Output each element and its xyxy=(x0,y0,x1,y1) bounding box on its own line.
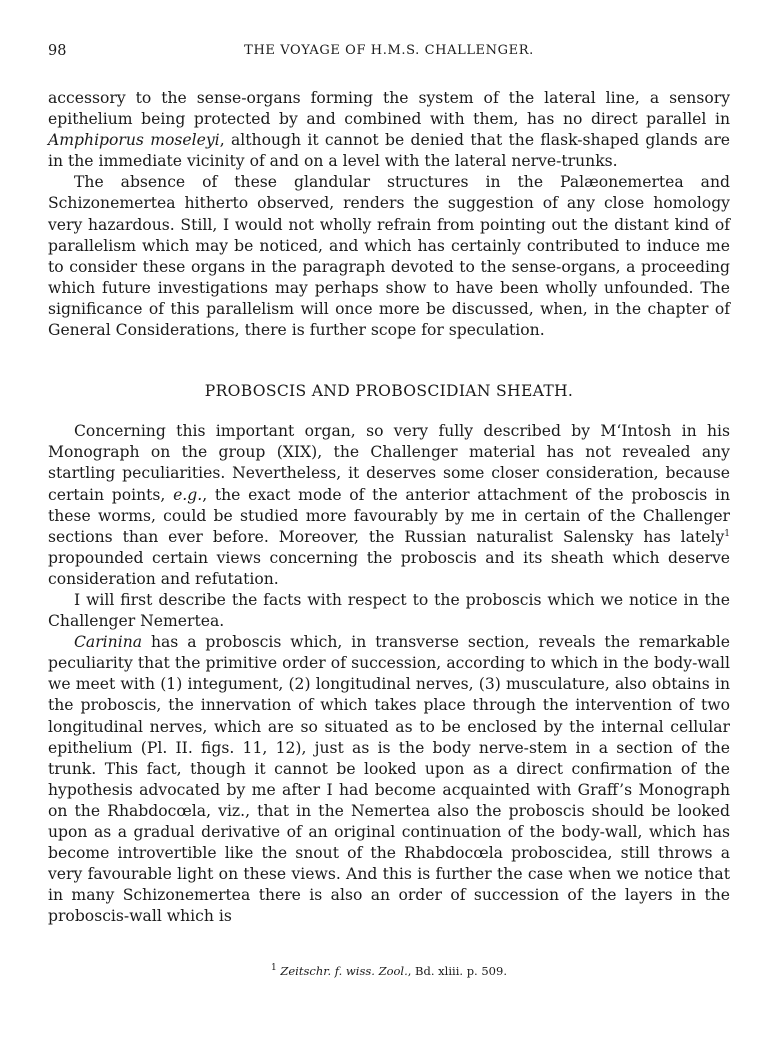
text-run: ), the Challenger material has not revealed any startling peculiarities. Nevertheless, it deserves some closer consideration, because certain points, xyxy=(48,443,730,504)
paragraph: The absence of these glandular structures in the Palæonemertea and Schizonemertea hitherto observed, renders the suggestion of any close homology very hazardous. Still, I would not wholly refrain from pointing out the distant kind of parallelism which may be noticed, and which has certainly contributed to induce me to consider these organs in the paragraph devoted to the sense-organs, a proceeding which future investigations may perhaps show to have been wholly unfounded. The significance of this parallelism will once more be discussed, when, in the chapter of General Considerations, there is further scope for speculation. xyxy=(48,173,730,340)
paragraph: I will first describe the facts with respect to the proboscis which we notice in the Challenger Nemertea. xyxy=(48,590,730,631)
running-title: THE VOYAGE OF H.M.S. CHALLENGER. xyxy=(244,43,534,58)
footnote-source: Zeitschr. f. wiss. Zool. xyxy=(280,964,408,978)
footnote-number: 1 xyxy=(271,963,277,974)
footnote xyxy=(48,964,730,978)
abbreviation: e.g. xyxy=(173,485,203,504)
paragraph-continuation xyxy=(48,88,730,172)
running-header xyxy=(48,43,730,63)
genus-name: Carinina xyxy=(74,633,143,652)
text-run: Concerning this important organ, so very fully described by M‘Intosh in his Monograph on the group ( xyxy=(48,422,730,462)
reference-numeral: XIX xyxy=(282,443,312,462)
page-number: 98 xyxy=(48,43,67,59)
text-run: accessory to the sense-organs forming the system of the lateral line, a sensory epithelium being protected by and combined with them, has no direct parallel in xyxy=(48,89,730,129)
paragraph xyxy=(48,632,730,927)
text-run: has a proboscis which, in transverse section, reveals the remarkable peculiarity that the primitive order of succession, according to which in the body-wall we meet with (1) integument, (2) longitudinal nerves, (3) musculature, also obtains in the proboscis, the innervation of which takes place through the intervention of two longitudinal nerves, which are so situated as to be enclosed by the internal cellular epithelium (Pl. II. figs. 11, 12), just as is the body nerve-stem in a section of the trunk. This fact, though it cannot be looked upon as a direct confirmation of the hypothesis advocated by me after I had become acquainted with Graff’s Monograph on the Rhabdocœla, viz., that in the Nemertea also the proboscis should be looked upon as a gradual derivative of an original continuation of the body-wall, which has become introvertible like the snout of the Rhabdocœla proboscidea, still throws a very favourable light on these views. And this is further the case when we notice that in many Schizonemertea there is also an order of succession of the layers in the proboscis-wall which is xyxy=(48,633,730,926)
paragraph xyxy=(48,421,730,590)
species-name: Amphiporus moseleyi xyxy=(48,131,220,150)
body-text xyxy=(48,88,730,927)
text-run: propounded certain views concerning the proboscis and its sheath which deserve consideration and refutation. xyxy=(48,548,730,588)
text-run: , although it cannot be denied that the flask-shaped glands are in the immediate vicinity of and on a level with the lateral nerve-trunks. xyxy=(48,131,731,171)
section-heading: PROBOSCIS AND PROBOSCIDIAN SHEATH. xyxy=(204,382,574,401)
footnote-marker: 1 xyxy=(724,528,730,539)
footnote-text: , Bd. xliii. p. 509. xyxy=(407,964,507,978)
text-run: , the exact mode of the anterior attachment of the proboscis in these worms, could be studied more favourably by me in certain of the Challenger sections than ever before. Moreover, the Russian naturalist Salensky has lately xyxy=(48,485,730,546)
